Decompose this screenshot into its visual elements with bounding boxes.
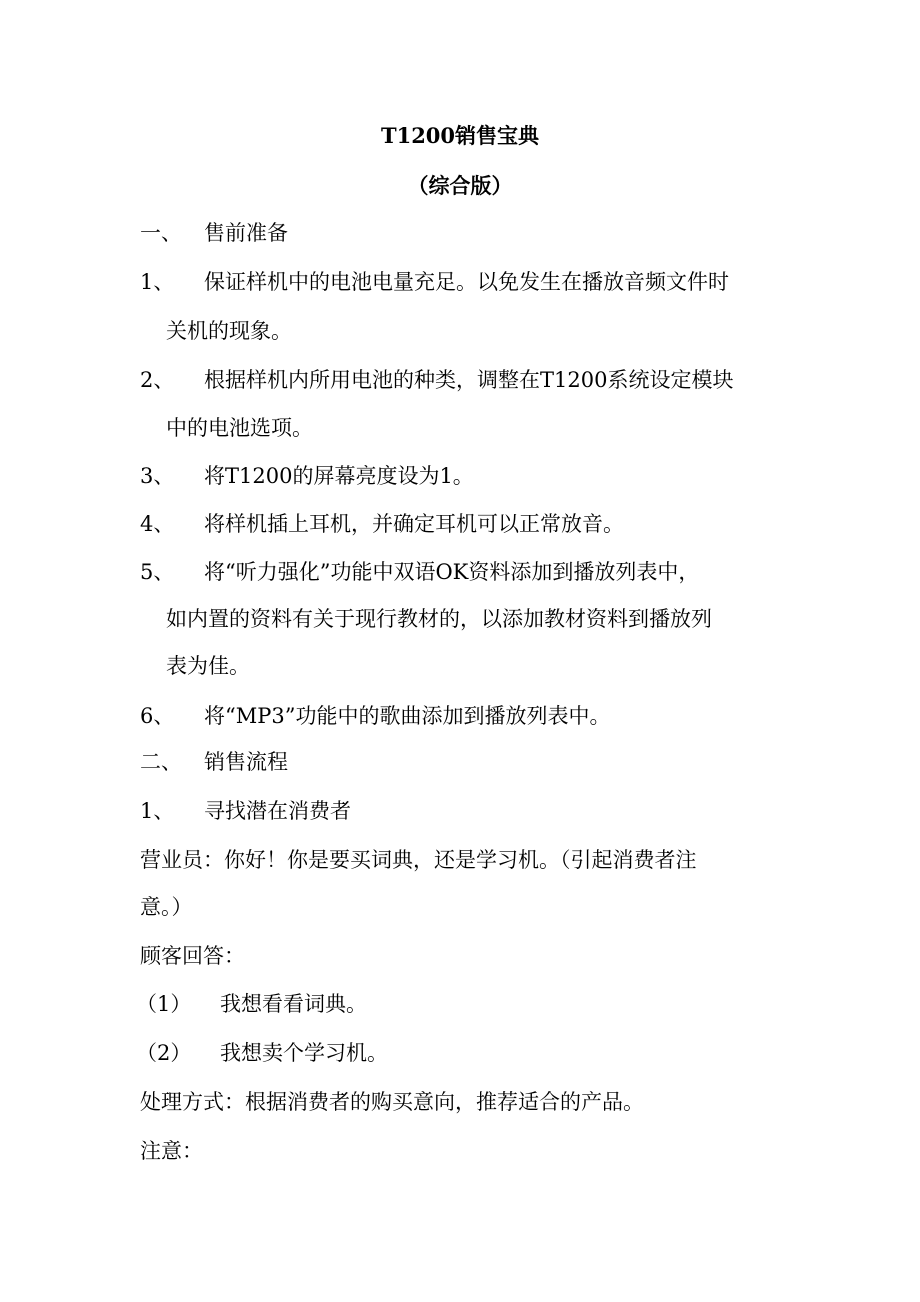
item-text: 将“MP3”功能中的歌曲添加到播放列表中。 xyxy=(204,704,611,728)
answer-number: （1） xyxy=(136,992,192,1016)
item-text: 表为佳。 xyxy=(166,654,250,678)
note-label: 注意： xyxy=(140,1139,203,1163)
handling-text: 处理方式：根据消费者的购买意向，推荐适合的产品。 xyxy=(140,1090,644,1114)
section-title: 售前准备 xyxy=(204,221,288,245)
document-subtitle: （综合版） xyxy=(407,173,513,198)
item-text: 保证样机中的电池电量充足。以免发生在播放音频文件时 xyxy=(204,270,729,294)
item-text: 如内置的资料有关于现行教材的，以添加教材资料到播放列 xyxy=(166,607,712,631)
item-number: 3、 xyxy=(140,464,175,488)
customer-label: 顾客回答： xyxy=(140,944,245,968)
item-text: 将“听力强化”功能中双语OK资料添加到播放列表中， xyxy=(204,560,700,584)
item-number: 1、 xyxy=(140,270,175,294)
section-marker: 一、 xyxy=(140,221,182,245)
section-title: 销售流程 xyxy=(204,750,288,774)
answer-text: 我想看看词典。 xyxy=(220,992,367,1016)
item-text: 中的电池选项。 xyxy=(166,416,313,440)
item-number: 1、 xyxy=(140,799,175,823)
section-marker: 二、 xyxy=(140,750,182,774)
item-text: 将样机插上耳机，并确定耳机可以正常放音。 xyxy=(204,512,624,536)
item-text: 将T1200的屏幕亮度设为1。 xyxy=(204,464,474,488)
item-number: 4、 xyxy=(140,512,175,536)
item-text: 根据样机内所用电池的种类，调整在T1200系统设定模块 xyxy=(204,368,734,392)
item-number: 5、 xyxy=(140,560,175,584)
item-number: 6、 xyxy=(140,704,175,728)
document-title: T1200销售宝典 xyxy=(380,123,540,148)
item-number: 2、 xyxy=(140,368,175,392)
item-text: 关机的现象。 xyxy=(166,319,292,343)
dialogue-line: 意。） xyxy=(140,895,193,919)
dialogue-line: 营业员：你好！你是要买词典，还是学习机。（引起消费者注 xyxy=(140,848,697,872)
answer-number: （2） xyxy=(136,1041,192,1065)
item-text: 寻找潜在消费者 xyxy=(204,799,351,823)
answer-text: 我想卖个学习机。 xyxy=(220,1041,388,1065)
